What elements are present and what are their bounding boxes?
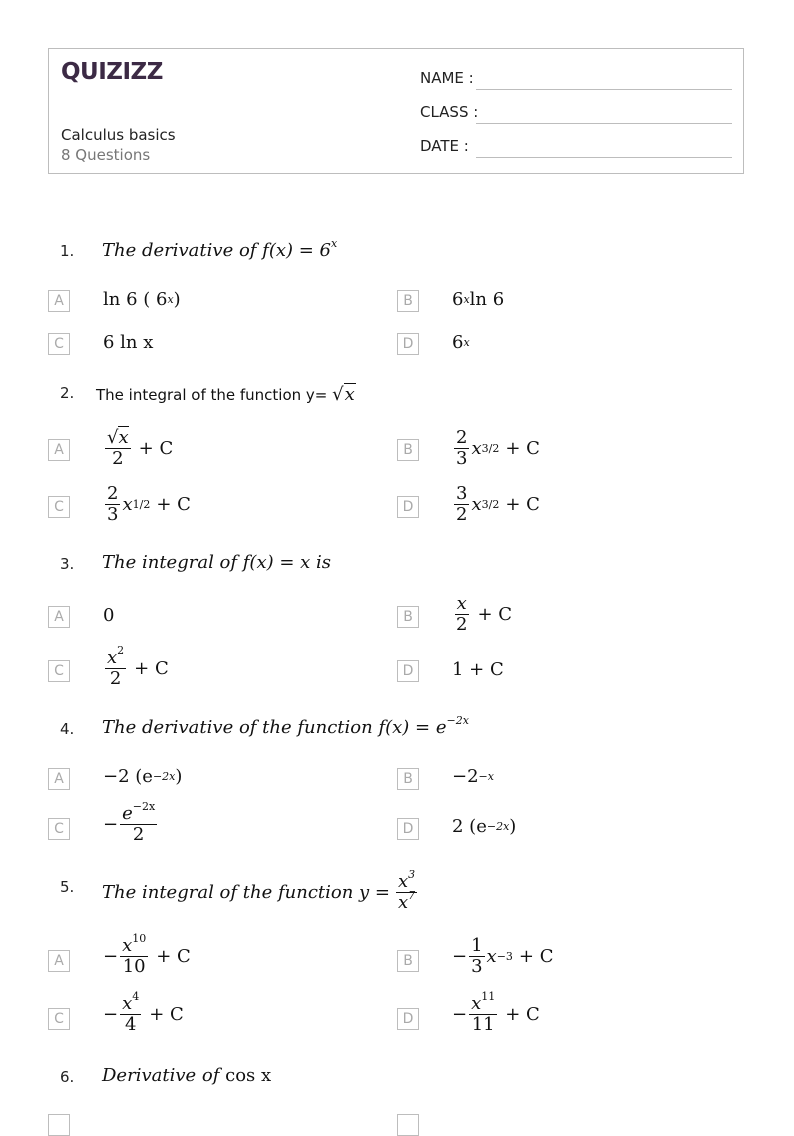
option-answer[interactable]: 6 ln x	[103, 332, 154, 353]
option-letter[interactable]: D	[397, 333, 419, 355]
date-label: DATE :	[420, 137, 469, 155]
option-letter[interactable]: B	[397, 439, 419, 461]
option-letter[interactable]: D	[397, 660, 419, 682]
option-letter[interactable]: C	[48, 333, 70, 355]
option-answer[interactable]: $\frac{x^2}{2}$ + C	[107, 644, 169, 689]
option-answer[interactable]: − $\frac{x^4}{4}$ + C	[103, 990, 184, 1035]
class-field[interactable]	[476, 123, 732, 124]
option-letter[interactable]	[48, 1114, 70, 1136]
question-number: 2.	[60, 384, 75, 402]
option-answer[interactable]: $\frac{3}{2}$ x 3/2 + C	[456, 483, 540, 525]
option-answer[interactable]: 1 + C	[452, 659, 504, 680]
sqrt-symbol: √x	[332, 384, 355, 405]
option-answer[interactable]: − $\frac{e^{-2x}}{2}$	[103, 800, 156, 845]
question-number: 6.	[60, 1068, 75, 1086]
option-answer[interactable]: 2 (e −2x )	[452, 816, 517, 837]
option-letter[interactable]: B	[397, 768, 419, 790]
question-number: 4.	[60, 720, 75, 738]
date-field[interactable]	[476, 157, 732, 158]
class-label: CLASS :	[420, 103, 479, 121]
question-number: 5.	[60, 878, 75, 896]
option-letter[interactable]	[397, 1114, 419, 1136]
question-text: The derivative of $f(x) = 6^x$	[102, 237, 338, 261]
question-count: 8 Questions	[61, 146, 151, 164]
option-letter[interactable]: A	[48, 768, 70, 790]
option-letter[interactable]: D	[397, 1008, 419, 1030]
option-answer[interactable]: 6 x	[452, 332, 470, 353]
option-letter[interactable]: A	[48, 439, 70, 461]
question-text: The integral of the function y= √x	[96, 384, 355, 405]
option-answer[interactable]: − $\frac{1}{3}$ x −3 + C	[452, 935, 554, 977]
question-text: The derivative of the function $f(x) = e^{-2x}$	[102, 714, 469, 738]
option-letter[interactable]: D	[397, 496, 419, 518]
option-letter[interactable]: C	[48, 660, 70, 682]
option-letter[interactable]: A	[48, 950, 70, 972]
worksheet-header	[48, 48, 744, 174]
option-answer[interactable]: −2 (e −2x )	[103, 766, 183, 787]
option-letter[interactable]: B	[397, 290, 419, 312]
name-field[interactable]	[476, 89, 732, 90]
option-letter[interactable]: B	[397, 950, 419, 972]
quizizz-logo[interactable]: QUIZIZZ	[61, 59, 163, 85]
option-letter[interactable]: D	[397, 818, 419, 840]
option-answer[interactable]: $\frac{x}{2}$ + C	[456, 593, 513, 635]
option-answer[interactable]: $\frac{2}{3}$ x 1/2 + C	[107, 483, 191, 525]
worksheet-title: Calculus basics	[61, 126, 176, 144]
option-answer[interactable]: ln 6 ( 6 x )	[103, 289, 181, 310]
question-number: 3.	[60, 555, 75, 573]
option-letter[interactable]: C	[48, 1008, 70, 1030]
question-number: 1.	[60, 242, 75, 260]
option-letter[interactable]: C	[48, 496, 70, 518]
option-letter[interactable]: B	[397, 606, 419, 628]
option-answer[interactable]: $\frac{√x}{2}$ + C	[107, 427, 174, 469]
option-answer[interactable]: − $\frac{x^{11}}{11}$ + C	[452, 990, 540, 1035]
option-letter[interactable]: A	[48, 290, 70, 312]
option-answer[interactable]: 6 x ln 6	[452, 289, 505, 310]
option-answer[interactable]: 0	[103, 605, 115, 626]
name-label: NAME :	[420, 69, 474, 87]
option-answer[interactable]: −2 −x	[452, 766, 494, 787]
option-letter[interactable]: C	[48, 818, 70, 840]
question-text: The integral of the function y = $\frac{x^3}{x^7}$	[102, 868, 416, 913]
question-text: Derivative of cos x	[102, 1065, 272, 1086]
option-answer[interactable]: $\frac{2}{3}$ x 3/2 + C	[456, 427, 540, 469]
option-answer[interactable]: − $\frac{x^{10}}{10}$ + C	[103, 932, 191, 977]
question-text: The integral of f(x) = x is	[102, 552, 332, 573]
option-letter[interactable]: A	[48, 606, 70, 628]
